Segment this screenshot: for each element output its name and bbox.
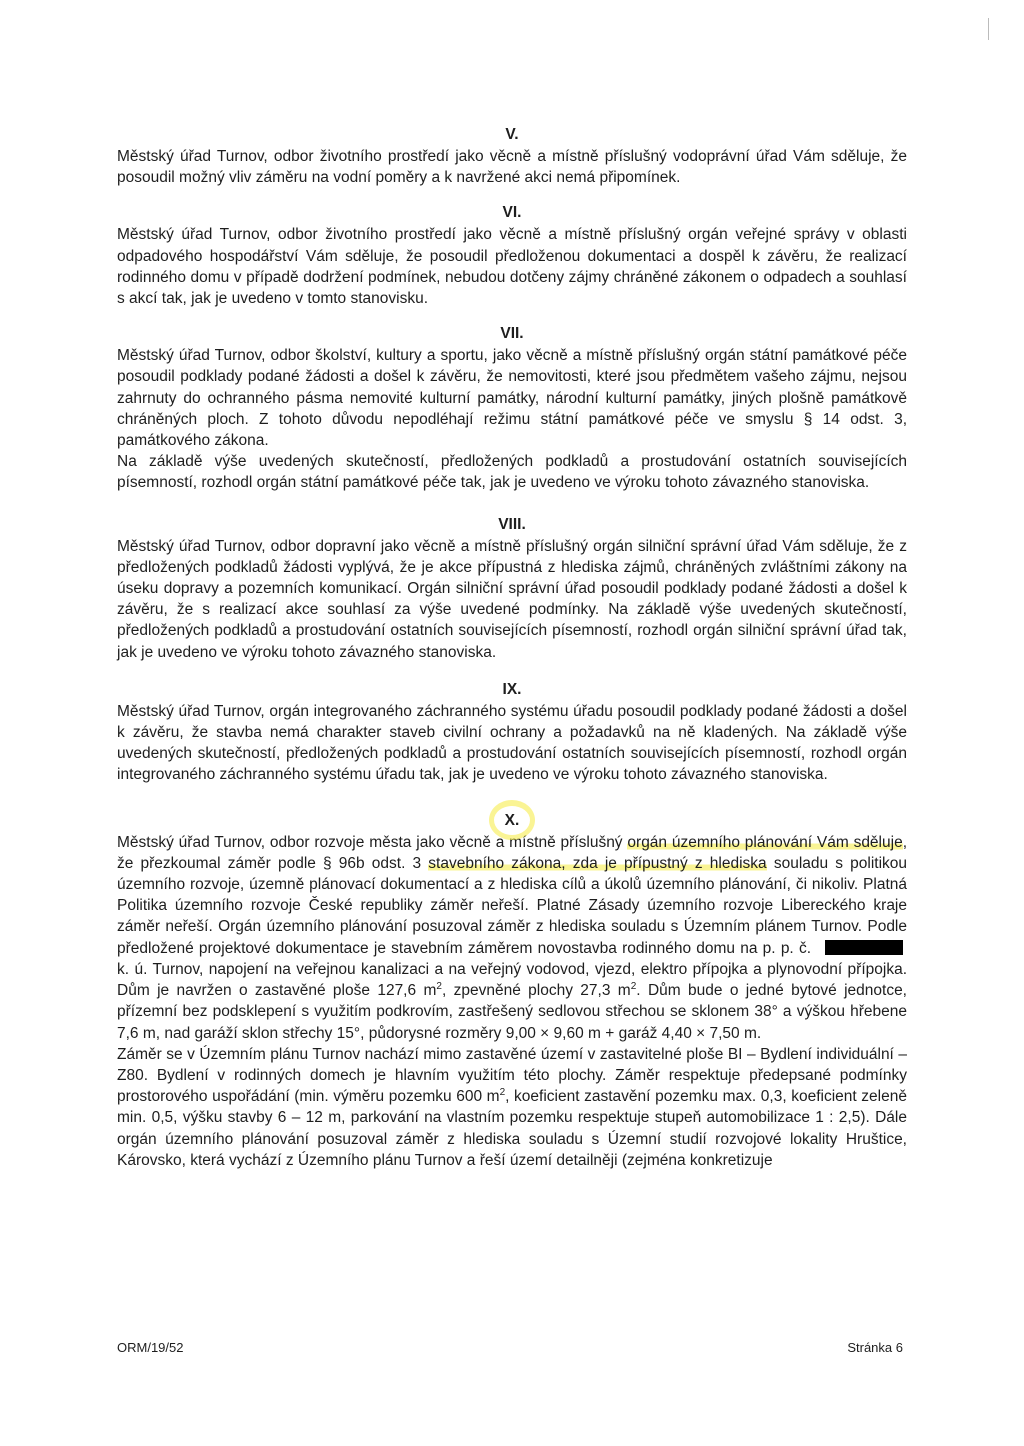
scan-artifact (988, 18, 989, 40)
section-text: Městský úřad Turnov, odbor rozvoje města jako věcně a místně příslušný orgán územního plánování Vám sděluje, že přezkoumal záměr podle § 96b odst. 3 stavebního zákona, zda je přípustný z hlediska souladu s politikou územního rozvoje, územně plánovací dokumentací a z hlediska cílů a úkolů územního plánování, či nikoliv. Platná Politika územního rozvoje České republiky záměr neřeší. Platné Zásady územního rozvoje Libereckého kraje záměr neřeší. Orgán územního plánování posuzoval záměr z hlediska souladu s Územním plánem Turnov. Podle předložené projektové dokumentace je stavebním záměrem novostavba rodinného domu na p. p. č.k. ú. Turnov, napojení na veřejnou kanalizaci a na veřejný vodovod, vjezd, elektro přípojka a plynovodní přípojka. Dům je navržen o zastavěné ploše 127,6 $m^2$, zpevněné plochy 27,3 $m^2$. Dům bude o jedné bytové jednotce, přízemní bez podsklepení s využitím podkrovím, zastřešený sedlovou střechou se sklonem 38° a výškou hřebene 7,6 m, nad garáží sklon střechy 15°, půdorysné rozměry 9,00 × 9,60 m + garáž 4,40 × 7,50 m. (117, 833, 908, 1042)
section-heading: VI. (502, 204, 522, 222)
section-x (117, 810, 907, 1171)
section-text: Městský úřad Turnov, odbor životního prostředí jako věcně a místně příslušný orgán veřejné správy v oblasti odpadového hospodářství Vám sděluje, že posoudil předloženou dokumentaci a dospěl k závěru, že realizací rodinného domu v případě dodržení podmínek, nebudou dotčeny zájmy chráněné zákonem o odpadech a souhlasí s akcí tak, jak je uvedeno v tomto stanovisku. (117, 226, 907, 308)
document-page (117, 124, 907, 1171)
redaction-block (825, 940, 903, 955)
section-ix (117, 679, 907, 786)
highlighted-text: orgán územního plánování Vám sděluje (627, 833, 903, 851)
section-heading: IX. (502, 680, 522, 698)
section-heading: V. (505, 126, 519, 143)
highlighter-circle-mark (489, 800, 535, 840)
document-reference: ORM/19/52 (117, 1340, 184, 1355)
section-viii (117, 514, 907, 663)
section-text: Městský úřad Turnov, odbor dopravní jako věcně a místně příslušný orgán silniční správní úřad Vám sděluje, že z předložených podkladů žádosti vyplývá, že je akce přípustná z hlediska zájmů, chráněných zvláštními zákony na úseku dopravy a pozemních komunikací. Orgán silniční správní úřad posoudil podklady podané žádosti a došel k závěru, že s realizací akce souhlasí za výše uvedené podmínky. Na základě výše uvedených skutečností, předložených podkladů a prostudování ostatních souvisejících písemností, rozhodl orgán silniční správní úřad tak, jak je uvedeno ve výroku tohoto závazného stanoviska. (117, 537, 907, 661)
section-text: Na základě výše uvedených skutečností, předložených podkladů a prostudování ostatních souvisejících písemností, rozhodl orgán státní památkové péče tak, jak je uvedeno ve výroku tohoto závazného stanoviska. (117, 453, 907, 492)
section-text: Městský úřad Turnov, odbor životního prostředí jako věcně a místně příslušný vodoprávní úřad Vám sděluje, že posoudil možný vliv záměru na vodní poměry a k navržené akci nemá připomínek. (117, 148, 907, 187)
highlighted-text: stavebního zákona, zda je přípustný z hlediska (428, 854, 767, 872)
section-text: Městský úřad Turnov, odbor školství, kultury a sportu, jako věcně a místně příslušný orgán státní památkové péče posoudil podklady podané žádosti a došel k závěru, že nemovitosti, které jsou předmětem vašeho zájmu, nejsou zahrnuty do ochranného pásma nemovité kulturní památky, národní kulturní památky, jiných plošně památkově chráněných ploch. Z tohoto důvodu nepodléhají režimu státní památkové péče ve smyslu § 14 odst. 3, památkového zákona. (117, 347, 907, 450)
section-heading: VIII. (498, 515, 526, 533)
section-vi (117, 202, 907, 309)
section-heading: X. (504, 811, 520, 829)
section-vii (117, 323, 907, 493)
section-heading: VII. (500, 325, 524, 343)
section-v (117, 124, 907, 188)
section-text: Záměr se v Územním plánu Turnov nachází mimo zastavěné území v zastavitelné ploše BI – Bydlení individuální – Z80. Bydlení v rodinných domech je hlavním využitím této plochy. Záměr respektuje předepsané podmínky prostorového uspořádání (min. výměru pozemku 600 $m^2$, koeficient zastavění pozemku max. 0,3, koeficient zeleně min. 0,5, výšku stavby 6 – 12 m, parkování na vlastním pozemku respektuje stupeň automobilizace 1 : 2,5). Dále orgán územního plánování posuzoval záměr z hlediska souladu s Územní studií rozvojové lokality Hruštice, Károvsko, která vychází z Územního plánu Turnov a řeší území detailněji (zejména konkretizuje (117, 1045, 907, 1169)
page-number: Stránka 6 (847, 1340, 903, 1355)
section-text: Městský úřad Turnov, orgán integrovaného záchranného systému úřadu posoudil podklady podané žádosti a došel k závěru, že stavba nemá charakter staveb civilní ochrany a požadavků na ně kladených. Na základě výše uvedených skutečností, předložených podkladů a prostudování ostatních souvisejících písemností, rozhodl orgán integrovaného záchranného systému úřadu tak, jak je uvedeno ve výroku tohoto závazného stanoviska. (117, 702, 907, 784)
